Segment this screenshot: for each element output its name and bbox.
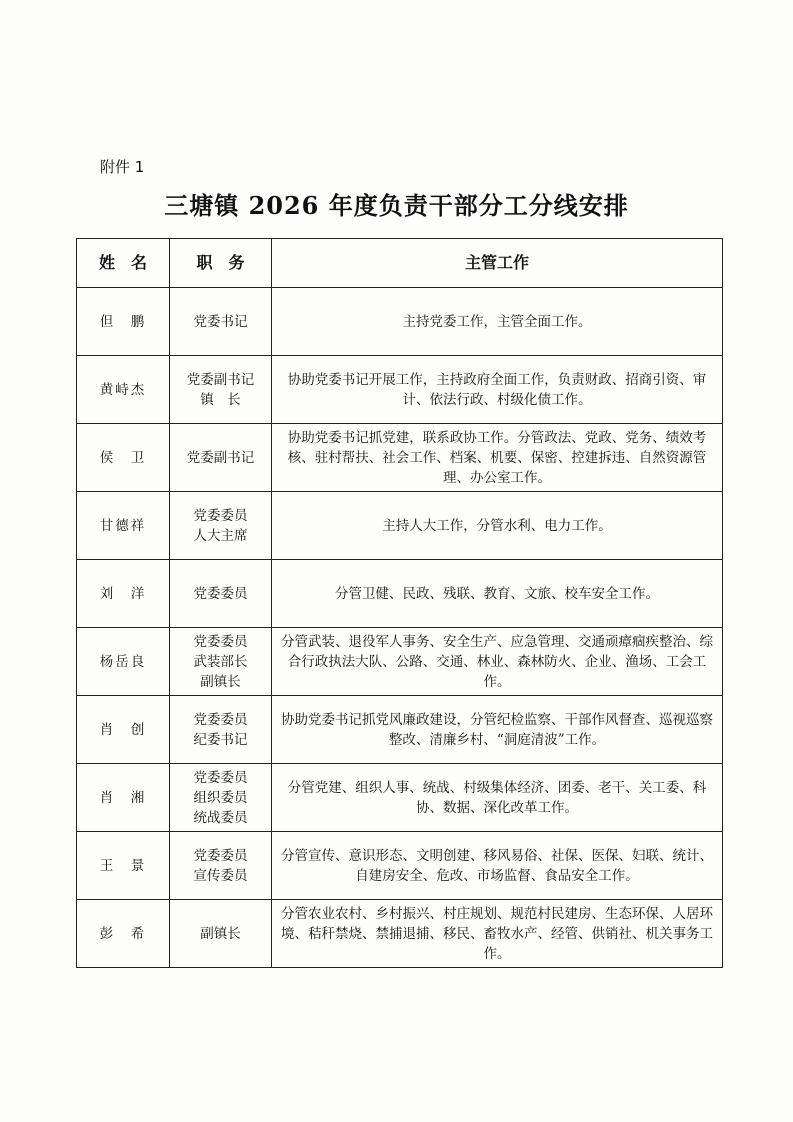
cell-duties: 分管武装、退役军人事务、安全生产、应急管理、交通顽瘴痼疾整治、综合行政执法大队、公路、交通、林业、森林防火、企业、渔场、工会工作。	[272, 628, 723, 696]
cell-duties: 协助党委书记开展工作，主持政府全面工作，负责财政、招商引资、审计、依法行政、村级化债工作。	[272, 356, 723, 424]
cell-position: 党委副书记	[170, 424, 272, 492]
cell-name: 侯 卫	[77, 424, 170, 492]
cell-name: 肖 湘	[77, 764, 170, 832]
table-row	[77, 424, 723, 492]
cell-position: 党委委员 组织委员 统战委员	[170, 764, 272, 832]
cell-name: 杨岳良	[77, 628, 170, 696]
cell-position: 党委委员 宣传委员	[170, 832, 272, 900]
table-row	[77, 900, 723, 968]
header-duties: 主管工作	[272, 239, 723, 288]
cell-position: 党委委员 人大主席	[170, 492, 272, 560]
table-row	[77, 356, 723, 424]
cell-duties: 分管农业农村、乡村振兴、村庄规划、规范村民建房、生态环保、人居环境、秸秆禁烧、禁捕退捕、移民、畜牧水产、经管、供销社、机关事务工作。	[272, 900, 723, 968]
attachment-label: 附件 1	[100, 158, 145, 176]
cell-duties: 分管党建、组织人事、统战、村级集体经济、团委、老干、关工委、科协、数据、深化改革工作。	[272, 764, 723, 832]
table-row	[77, 764, 723, 832]
cell-name: 黄峙杰	[77, 356, 170, 424]
table-row	[77, 832, 723, 900]
table-row	[77, 288, 723, 356]
cell-duties: 主持人大工作，分管水利、电力工作。	[272, 492, 723, 560]
document-title: 三塘镇 2026 年度负责干部分工分线安排	[164, 191, 629, 220]
assignment-table	[76, 238, 723, 968]
table-row	[77, 492, 723, 560]
table-row	[77, 628, 723, 696]
cell-position: 党委委员 武装部长 副镇长	[170, 628, 272, 696]
table-row	[77, 696, 723, 764]
cell-name: 彭 希	[77, 900, 170, 968]
table-row	[77, 560, 723, 628]
cell-name: 刘 洋	[77, 560, 170, 628]
cell-name: 王 景	[77, 832, 170, 900]
cell-position: 党委委员	[170, 560, 272, 628]
header-position: 职 务	[170, 239, 272, 288]
cell-name: 甘德祥	[77, 492, 170, 560]
cell-duties: 协助党委书记抓党建，联系政协工作。分管政法、党政、党务、绩效考核、驻村帮扶、社会工作、档案、机要、保密、控建拆违、自然资源管理、办公室工作。	[272, 424, 723, 492]
cell-duties: 分管宣传、意识形态、文明创建、移风易俗、社保、医保、妇联、统计、自建房安全、危改、市场监督、食品安全工作。	[272, 832, 723, 900]
cell-position: 党委副书记 镇 长	[170, 356, 272, 424]
cell-duties: 协助党委书记抓党风廉政建设，分管纪检监察、干部作风督查、巡视巡察整改、清廉乡村、“洞庭清波”工作。	[272, 696, 723, 764]
header-name: 姓 名	[77, 239, 170, 288]
cell-position: 党委书记	[170, 288, 272, 356]
cell-duties: 分管卫健、民政、残联、教育、文旅、校车安全工作。	[272, 560, 723, 628]
cell-duties: 主持党委工作，主管全面工作。	[272, 288, 723, 356]
cell-position: 党委委员 纪委书记	[170, 696, 272, 764]
cell-name: 肖 创	[77, 696, 170, 764]
cell-position: 副镇长	[170, 900, 272, 968]
table-header-row	[77, 239, 723, 288]
cell-name: 但 鹏	[77, 288, 170, 356]
